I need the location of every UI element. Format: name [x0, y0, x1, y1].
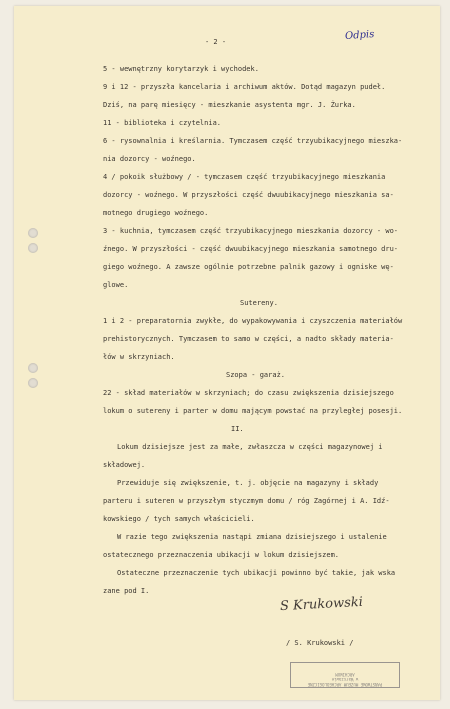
text-line: łów w skrzyniach.: [103, 353, 175, 361]
text-line: 6 - rysownalnia i kreślarnia. Tymczasem część trzyubikacyjnego mieszka-: [103, 137, 403, 145]
text-line: nia dozorcy - woźnego.: [103, 155, 196, 163]
section-heading: Szopa - garaż.: [226, 371, 286, 379]
text-line: 4 / pokoik służbowy / - tymczasem część trzyubikacyjnego mieszkania: [103, 173, 386, 181]
text-line: Przewiduje się zwiększenie, t. j. objęcie na magazyny i składy: [117, 479, 379, 487]
text-line: Dziś, na parę miesięcy - mieszkanie asystenta mgr. J. Żurka.: [103, 101, 356, 109]
text-line: prehistorycznych. Tymczasem to samo w części, a nadto składy materia-: [103, 335, 394, 343]
text-line: W razie tego zwiększenia nastąpi zmiana dzisiejszego i ustalenie: [117, 533, 387, 541]
text-line: glowe.: [103, 281, 129, 289]
text-line: motnego drugiego woźnego.: [103, 209, 209, 217]
text-line: 11 - biblioteka i czytelnia.: [103, 119, 222, 127]
handwritten-signature: S Krukowski: [279, 594, 364, 615]
text-line: parteru i suteren w przyszłym styczmym domu / róg Zagórnej i A. Idź-: [103, 497, 390, 505]
text-line: zane pod I.: [103, 587, 150, 595]
punch-hole: [28, 363, 38, 373]
text-line: Lokum dzisiejsze jest za małe, zwłaszcza w części magazynowej i: [117, 443, 383, 451]
text-line: 1 i 2 - preparatornia zwykłe, do wypakowywania i czyszczenia materiałów: [103, 317, 403, 325]
text-line: 9 i 12 - przyszła kancelaria i archiwum aktów. Dotąd magazyn pudeł.: [103, 83, 386, 91]
text-line: Ostateczne przeznaczenie tych ubikacji powinno być takie, jak wska: [117, 569, 396, 577]
text-line: 5 - wewnętrzny korytarzyk i wychodek.: [103, 65, 259, 73]
document-page: [14, 6, 440, 700]
text-line: dozorcy - woźnego. W przyszłości część dwuubikacyjnego mieszkania sa-: [103, 191, 394, 199]
punch-hole: [28, 243, 38, 253]
text-line: ostatecznego przeznaczenia ubikacji w lokum dzisiejszem.: [103, 551, 340, 559]
handwritten-note: Odpis: [344, 28, 375, 43]
text-line: źnego. W przyszłości - część dwuubikacyjnego mieszkania samotnego dru-: [103, 245, 399, 253]
text-line: 3 - kuchnia, tymczasem część trzyubikacyjnego mieszkania dozorcy - wo-: [103, 227, 399, 235]
stamp-line: ARCHIWUM: [335, 672, 355, 677]
text-line: lokum o sutereny i parter w domu mającym powstać na przyległej posesji.: [103, 407, 403, 415]
page-number: - 2 -: [205, 38, 227, 46]
section-heading: II.: [231, 425, 244, 433]
punch-hole: [28, 378, 38, 388]
text-line: kowskiego / tych samych właścicieli.: [103, 515, 255, 523]
archive-stamp: [290, 662, 400, 688]
section-heading: Sutereny.: [240, 299, 278, 307]
text-line: giego woźnego. A zawsze ogólnie potrzebne palnik gazowy i ogniske wę-: [103, 263, 394, 271]
text-line: 22 - skład materiałów w skrzyniach; do czasu zwiększenia dzisiejszego: [103, 389, 394, 397]
stamp-line: PAŃSTWOWE MUZEUM ARCHEOLOGICZNE: [307, 682, 383, 687]
typed-signature: / S. Krukowski /: [286, 639, 354, 647]
stamp-line: w Warszawie: [331, 677, 359, 682]
text-line: składowej.: [103, 461, 146, 469]
punch-hole: [28, 228, 38, 238]
